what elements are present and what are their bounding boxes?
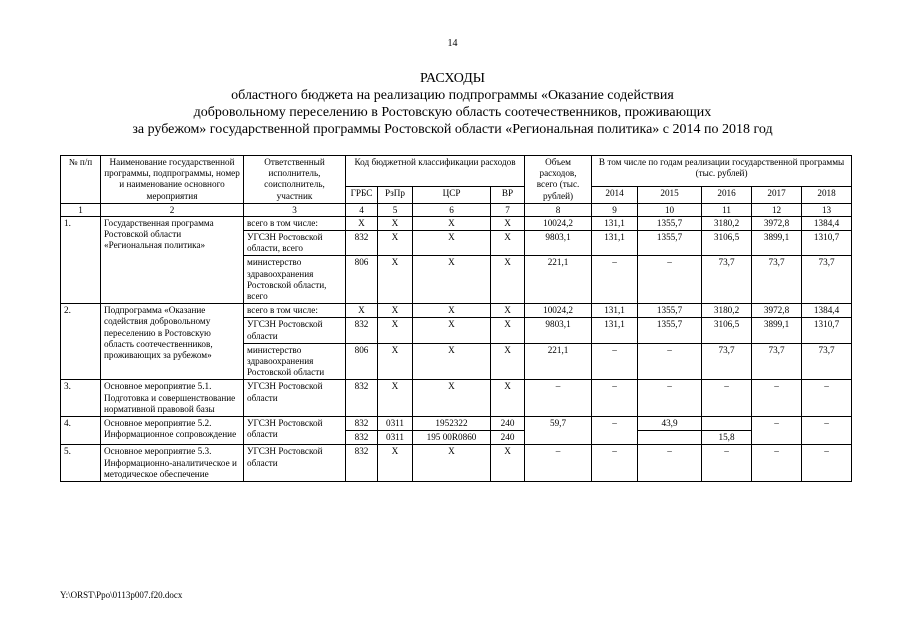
file-path-footer: Y:\ORST\Ppo\0113p007.f20.docx	[60, 590, 183, 600]
cell-csr: Х	[413, 318, 491, 343]
cell-grbs: Х	[346, 216, 378, 230]
col-number: 4	[346, 203, 378, 216]
title-line-1: РАСХОДЫ	[420, 71, 485, 86]
col-number: 10	[638, 203, 702, 216]
cell-2017: 3972,8	[752, 304, 802, 318]
cell-2015: 1355,7	[638, 216, 702, 230]
cell-rzpr: Х	[378, 343, 413, 380]
cell-volume: 9803,1	[525, 318, 592, 343]
cell-vr: Х	[491, 318, 525, 343]
cell-volume: 10024,2	[525, 216, 592, 230]
cell-grbs: 832	[346, 380, 378, 417]
row-executor: всего в том числе:	[244, 216, 346, 230]
cell-2015: 43,9	[638, 417, 702, 431]
row-name: Государственная программа Ростовской области «Региональная политика»	[101, 216, 244, 303]
cell-csr: 1952322	[413, 417, 491, 431]
col-number: 7	[491, 203, 525, 216]
cell-2015: –	[638, 380, 702, 417]
cell-2018: 73,7	[802, 256, 852, 304]
table-row	[61, 380, 852, 417]
cell-2014: 131,1	[592, 231, 638, 256]
table-row	[61, 417, 852, 431]
cell-2016: –	[702, 445, 752, 482]
cell-grbs: 806	[346, 343, 378, 380]
cell-2015	[638, 431, 702, 445]
header-year-2018: 2018	[802, 186, 852, 203]
col-number: 8	[525, 203, 592, 216]
cell-grbs: Х	[346, 304, 378, 318]
cell-rzpr: 0311	[378, 417, 413, 431]
cell-csr: Х	[413, 445, 491, 482]
col-number: 11	[702, 203, 752, 216]
col-number: 6	[413, 203, 491, 216]
row-executor: министерство здравоохранения Ростовской области	[244, 343, 346, 380]
header-years-group: В том числе по годам реализации государственной программы (тыс. рублей)	[592, 156, 852, 187]
row-name: Основное мероприятие 5.1. Подготовка и совершенствование нормативной правовой базы	[101, 380, 244, 417]
expenses-table	[60, 155, 852, 482]
cell-grbs: 832	[346, 231, 378, 256]
header-year-2014: 2014	[592, 186, 638, 203]
cell-2017: –	[752, 380, 802, 417]
row-executor: УГСЗН Ростовской области	[244, 445, 346, 482]
row-name: Подпрограмма «Оказание содействия добровольному переселению в Ростовскую область соотечественников, проживающих за рубежом»	[101, 304, 244, 380]
cell-2014: 131,1	[592, 304, 638, 318]
col-number: 12	[752, 203, 802, 216]
cell-2014: –	[592, 343, 638, 380]
cell-2014: –	[592, 445, 638, 482]
cell-vr: 240	[491, 431, 525, 445]
cell-csr: Х	[413, 256, 491, 304]
cell-vr: Х	[491, 343, 525, 380]
row-num: 5.	[61, 445, 101, 482]
row-executor: УГСЗН Ростовской области	[244, 318, 346, 343]
cell-2015: 1355,7	[638, 318, 702, 343]
table-row	[61, 445, 852, 482]
cell-2016: 3106,5	[702, 231, 752, 256]
col-number: 1	[61, 203, 101, 216]
cell-csr: Х	[413, 343, 491, 380]
cell-2018: –	[802, 445, 852, 482]
cell-2016: 3180,2	[702, 216, 752, 230]
row-num: 4.	[61, 417, 101, 445]
row-name: Основное мероприятие 5.2. Информационное сопровождение	[101, 417, 244, 445]
cell-volume: 10024,2	[525, 304, 592, 318]
cell-vr: Х	[491, 216, 525, 230]
cell-2016: 73,7	[702, 343, 752, 380]
cell-csr: Х	[413, 216, 491, 230]
header-vr: ВР	[491, 186, 525, 203]
cell-volume: –	[525, 445, 592, 482]
col-number: 2	[101, 203, 244, 216]
cell-csr: Х	[413, 380, 491, 417]
cell-grbs: 832	[346, 431, 378, 445]
cell-2017: 3899,1	[752, 318, 802, 343]
cell-vr: Х	[491, 445, 525, 482]
title-line-3: добровольному переселению в Ростовскую область соотечественников, проживающих	[193, 105, 712, 120]
cell-2017: 73,7	[752, 343, 802, 380]
cell-vr: Х	[491, 256, 525, 304]
cell-2015: –	[638, 343, 702, 380]
header-grbs: ГРБС	[346, 186, 378, 203]
header-executor: Ответственный исполнитель, соисполнитель, участник	[244, 156, 346, 204]
cell-rzpr: Х	[378, 380, 413, 417]
header-year-2016: 2016	[702, 186, 752, 203]
cell-vr: 240	[491, 417, 525, 431]
cell-2016	[702, 417, 752, 431]
row-executor: всего в том числе:	[244, 304, 346, 318]
cell-vr: Х	[491, 380, 525, 417]
row-num: 3.	[61, 380, 101, 417]
cell-volume: 221,1	[525, 256, 592, 304]
cell-2018: 1384,4	[802, 304, 852, 318]
column-number-row	[61, 203, 852, 216]
cell-csr: Х	[413, 304, 491, 318]
title-line-4: за рубежом» государственной программы Ростовской области «Региональная политика» с 2014 по 2018 год	[132, 122, 773, 137]
page-number: 14	[447, 38, 458, 49]
header-name: Наименование государственной программы, подпрограммы, номер и наименование основного мероприятия	[101, 156, 244, 204]
cell-2017: –	[752, 417, 802, 445]
table-row	[61, 304, 852, 318]
col-number: 3	[244, 203, 346, 216]
cell-vr: Х	[491, 304, 525, 318]
cell-volume: 59,7	[525, 417, 592, 445]
cell-rzpr: Х	[378, 304, 413, 318]
cell-rzpr: 0311	[378, 431, 413, 445]
cell-2017: 3899,1	[752, 231, 802, 256]
cell-2016: –	[702, 380, 752, 417]
cell-2017: –	[752, 445, 802, 482]
cell-2014: –	[592, 256, 638, 304]
cell-2018: 73,7	[802, 343, 852, 380]
cell-2017: 73,7	[752, 256, 802, 304]
cell-volume: –	[525, 380, 592, 417]
cell-2015: –	[638, 445, 702, 482]
cell-2016: 15,8	[702, 431, 752, 445]
row-executor: УГСЗН Ростовской области	[244, 380, 346, 417]
cell-2018: 1310,7	[802, 231, 852, 256]
cell-2017: 3972,8	[752, 216, 802, 230]
cell-volume: 221,1	[525, 343, 592, 380]
cell-csr: Х	[413, 231, 491, 256]
col-number: 9	[592, 203, 638, 216]
row-num: 2.	[61, 304, 101, 380]
cell-2016: 3180,2	[702, 304, 752, 318]
cell-2015: 1355,7	[638, 231, 702, 256]
cell-2014: 131,1	[592, 216, 638, 230]
col-number: 13	[802, 203, 852, 216]
cell-rzpr: Х	[378, 231, 413, 256]
cell-2014: –	[592, 380, 638, 417]
cell-grbs: 806	[346, 256, 378, 304]
table-row	[61, 216, 852, 230]
row-num: 1.	[61, 216, 101, 303]
header-volume: Объем расходов, всего (тыс. рублей)	[525, 156, 592, 204]
cell-2018: –	[802, 380, 852, 417]
row-executor: УГСЗН Ростовской области, всего	[244, 231, 346, 256]
cell-volume: 9803,1	[525, 231, 592, 256]
header-rzpr: РзПр	[378, 186, 413, 203]
title-line-2: областного бюджета на реализацию подпрограммы «Оказание содействия	[231, 88, 674, 103]
cell-rzpr: Х	[378, 318, 413, 343]
header-code-group: Код бюджетной классификации расходов	[346, 156, 525, 187]
header-csr: ЦСР	[413, 186, 491, 203]
cell-grbs: 832	[346, 417, 378, 431]
cell-2016: 3106,5	[702, 318, 752, 343]
cell-rzpr: Х	[378, 256, 413, 304]
cell-grbs: 832	[346, 318, 378, 343]
header-year-2015: 2015	[638, 186, 702, 203]
cell-2018: –	[802, 417, 852, 445]
cell-2014: 131,1	[592, 318, 638, 343]
cell-2014: –	[592, 417, 638, 445]
cell-csr: 195 00R0860	[413, 431, 491, 445]
row-executor: УГСЗН Ростовской области	[244, 417, 346, 445]
cell-2018: 1310,7	[802, 318, 852, 343]
header-year-2017: 2017	[752, 186, 802, 203]
cell-grbs: 832	[346, 445, 378, 482]
cell-2016: 73,7	[702, 256, 752, 304]
col-number: 5	[378, 203, 413, 216]
row-name: Основное мероприятие 5.3. Информационно-аналитическое и методическое обеспечение	[101, 445, 244, 482]
document-title	[0, 70, 905, 138]
cell-rzpr: Х	[378, 216, 413, 230]
cell-2015: –	[638, 256, 702, 304]
cell-2015: 1355,7	[638, 304, 702, 318]
header-num: № п/п	[61, 156, 101, 204]
row-executor: министерство здравоохранения Ростовской области, всего	[244, 256, 346, 304]
cell-2018: 1384,4	[802, 216, 852, 230]
cell-rzpr: Х	[378, 445, 413, 482]
cell-vr: Х	[491, 231, 525, 256]
